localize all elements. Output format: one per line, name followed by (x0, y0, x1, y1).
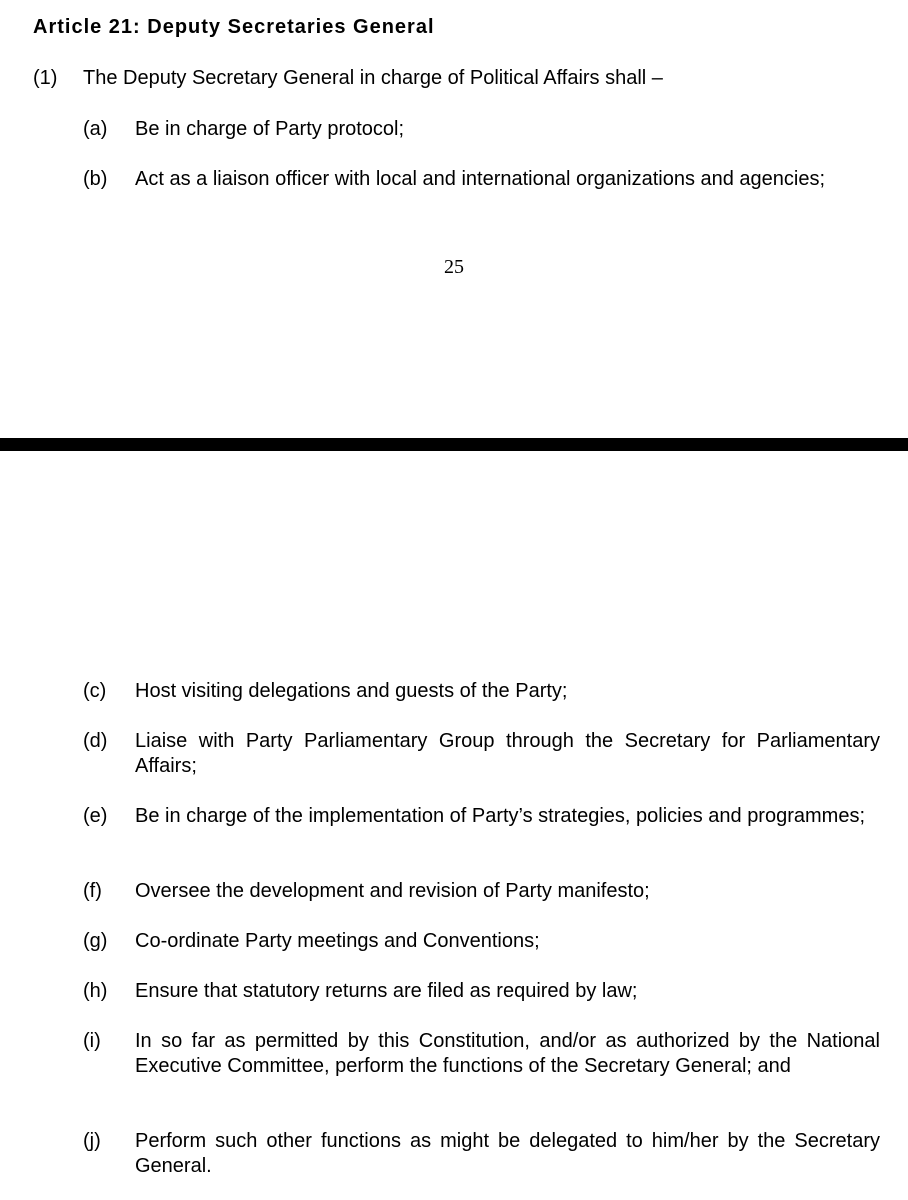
clause-text: The Deputy Secretary General in charge of Political Affairs shall – (83, 67, 663, 89)
item-text: Host visiting delegations and guests of the Party; (135, 680, 568, 702)
item-letter: (c) (83, 680, 107, 702)
list-item-e (83, 804, 880, 829)
item-text: Be in charge of the implementation of Party’s strategies, policies and programmes; (135, 805, 865, 827)
item-letter: (j) (83, 1130, 101, 1152)
item-letter: (f) (83, 880, 102, 902)
list-item-b (83, 167, 880, 192)
item-text: In so far as permitted by this Constitution, and/or as authorized by the National Executive Committee, perform the functions of the Secretary General; and (135, 1030, 880, 1077)
item-text: Oversee the development and revision of Party manifesto; (135, 880, 650, 902)
list-item-g (83, 929, 880, 954)
clause-number: (1) (33, 67, 58, 89)
page-break-bar (0, 438, 908, 451)
article-heading: Article 21: Deputy Secretaries General (33, 16, 435, 38)
item-letter: (d) (83, 730, 108, 752)
page-number: 25 (444, 256, 464, 278)
item-letter: (g) (83, 930, 108, 952)
item-text: Co-ordinate Party meetings and Conventions; (135, 930, 540, 952)
list-item-c (83, 679, 880, 704)
item-text: Perform such other functions as might be delegated to him/her by the Secretary General. (135, 1130, 880, 1177)
item-letter: (i) (83, 1030, 101, 1052)
list-item-i (83, 1029, 880, 1079)
item-letter: (a) (83, 118, 108, 140)
item-text: Be in charge of Party protocol; (135, 118, 405, 140)
list-item-f (83, 879, 880, 904)
list-item-a (83, 117, 880, 142)
item-text: Liaise with Party Parliamentary Group through the Secretary for Parliamentary Affairs; (135, 730, 880, 777)
list-item-d (83, 729, 880, 779)
item-letter: (e) (83, 805, 108, 827)
item-text: Act as a liaison officer with local and international organizations and agencies; (135, 168, 826, 190)
item-text: Ensure that statutory returns are filed as required by law; (135, 980, 638, 1002)
list-item-h (83, 979, 880, 1004)
item-letter: (h) (83, 980, 108, 1002)
item-letter: (b) (83, 168, 108, 190)
list-item-j (83, 1129, 880, 1179)
